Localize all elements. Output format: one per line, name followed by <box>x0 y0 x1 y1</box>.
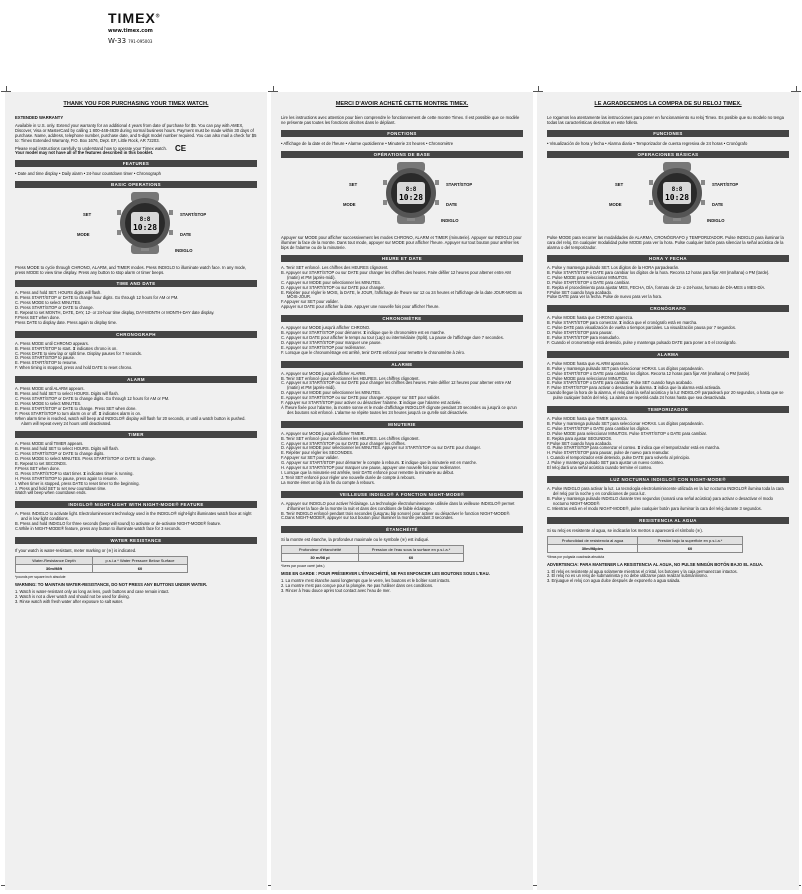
list-item: C. Pulse MODE para seleccionar MINUTOS. <box>547 274 629 280</box>
list-item: F.Press SET when done. <box>15 314 60 320</box>
list-item: D. Press MODE to select MINUTES. Press START/STOP or DATE to change. <box>15 456 156 462</box>
list-item: A. Appuyer sur MODE jusqu'à afficher ALARM. <box>281 370 366 376</box>
list-item: When alarm time is reached, watch will beep and INDIGLO® display will flash for 20 seconds, or until a watch button is pushed. Alarm will repeat every 24 hours until deactivated. <box>15 415 246 426</box>
table-header: p.s.i.a * Water Pressure Below Surface <box>93 557 188 565</box>
list-item: C. Press START/STOP or DATE to change digits. <box>15 451 105 457</box>
list-item: F.Appuyer sur SET pour valider. <box>281 299 339 305</box>
display-bottom: 10:28 <box>664 193 690 202</box>
list-item: B. Pulse y mantenga pulsado SET para seleccionar HORAS. Los dígitos parpadearán. <box>547 420 704 426</box>
intro-text: Lire les instructions avec attention pour bien comprendre le fonctionnement de cette montre Timex. Il est possible que ce modèle ne présente pas toutes les fonctions décrites dans le dépliant. <box>281 115 520 125</box>
warranty-text: Available in U.S. only. Extend your warranty for an additional 4 years from date of purchase for $5. You can pay with AMEX, Discover, Visa or MasterCard by calling 1 800-448-4639 during normal business hours. Payment must be made within 30 days of purchase. Name, address, telephone number, purchase date, and 5-digit model number required. You can also mail a check for $5 to: Timex Extended Warranty, P.O. Box 1676, Dept. EF, Little Rock, AR 72203. <box>15 123 257 143</box>
list-item: D. Appuyer sur MODE pour sélectionner les MINUTES. Appuyer sur START/STOP ou sur DATE pour changer. <box>281 445 481 451</box>
list-item: B. Press and hold INDIGLO for three seconds (beep will sound) to activate or de-activate NIGHT-MODE® feature. <box>15 521 222 527</box>
display-top: 8:8 <box>139 216 151 224</box>
list-item: D. Appuyer sur MODE pour sélectionner les MINUTES. <box>281 390 382 396</box>
section-heading: TEMPORIZADOR <box>547 406 789 413</box>
list-item: D. Pulse MODE para seleccionar MINUTOS. Pulse START/STOP o DATE para cambiar. <box>547 430 707 436</box>
water-intro: Si su reloj es resistente al agua, se indicarán los metros o aparecerá el símbolo (≋). <box>547 527 703 533</box>
chrono-list <box>281 326 523 355</box>
list-item: G. Pulse START/STOP para comenzar el conteo. ⧗ indica que el temporizador está en marcha. <box>547 445 720 451</box>
table-header: Pression de l'eau sous la surface en p.s.i.a.* <box>359 546 464 554</box>
spanish-column <box>537 92 799 890</box>
display-bottom: 10:28 <box>132 223 158 233</box>
list-item: E. Press START/STOP or DATE to change. Press SET when done. <box>15 405 137 411</box>
intro-text: Le rogamos lea atentamente las instrucciones para poner en funcionamiento su reloj Timex. Es posible que su modelo no tenga todas las características descritas en este folleto. <box>547 115 784 125</box>
section-heading: RESISTENCIA AL AGUA <box>547 517 789 524</box>
list-item: F. Cuando el cronometraje está detenido, pulse y mantenga pulsado DATE para poner a 0 el cronógrafo. <box>547 339 737 345</box>
start-stop-label: START/STOP <box>180 212 207 218</box>
features-text: • Visualización de hora y fecha • Alarma diaria • Temporizador de cuenta regresiva de 24 horas • Cronógrafo <box>547 141 748 146</box>
display-bottom: 10:28 <box>398 193 424 202</box>
list-item: A. Appuyer sur INDIGLO pour activer l'éclairage. La technologie électroluminescente utilisée dans la veilleuse INDIGLO® permet d'illuminer la face de la montre la nuit et dans des conditions de faible éclairage. <box>281 500 515 511</box>
alarm-list <box>15 387 257 426</box>
list-item: C. Appuyer sur DATE pour afficher le temps au tour (Lap) ou intermédiaire (Split). La pause de l'affichage dure 7 secondes. <box>281 334 504 340</box>
basic-text: Press MODE to cycle through CHRONO, ALARM, and TIMER modes. Press INDIGLO to illuminate watch face. In any mode, press MODE to view time display. Press any button to stop alarm or timer beeps. <box>15 265 247 276</box>
page-title: MERCI D'AVOIR ACHETÉ CETTE MONTRE TIMEX. <box>335 101 469 107</box>
water-note: *libras por pulgada cuadrada absoluta <box>547 554 605 559</box>
list-item: E. Appuyer sur START/STOP ou sur DATE pour changer. Appuyer sur SET pour valider. <box>281 395 441 401</box>
list-item: E. Repeat to set SECONDS. <box>15 461 67 467</box>
list-item: H. Pulse START/STOP para pausar, pulse de nuevo para reanudar. <box>547 450 670 456</box>
section-heading: ALARMA <box>547 351 789 358</box>
section-heading: LUZ NOCTURNA INDIGLO® CON NIGHT-MODE® <box>547 476 789 483</box>
list-item: C. Appuyer sur START/STOP ou sur DATE pour changer les chiffres des heures. Faire défiler 12 heures pour alterner entre AM (matin) et PM (après-midi). <box>281 380 512 391</box>
list-item: D. Pulse MODE para seleccionar MINUTOS. <box>547 375 629 381</box>
list-item: A. Pulse y mantenga pulsado SET. Los dígitos de la HORA parpadearán. <box>547 265 680 270</box>
list-item: 2. Watch is not a diver watch and should not be used for diving. <box>15 593 130 599</box>
list-item: F.Pulse SET cuando haya acabado. <box>547 289 613 295</box>
list-item: C. Mientras está en el modo NIGHT-MODE®, pulse cualquier botón para iluminar la cara del reloj durante 3 segundos. <box>547 505 762 511</box>
list-item: B. Tenir SET enfoncé pour sélectionner les HEURES. Les chiffres clignotent. <box>281 435 420 441</box>
list-item: A. Pulse INDIGLO para activar la luz. La tecnología electroluminiscente utilizada en la luz nocturna INDIGLO® ilumina toda la cara del reloj por la noche y en condiciones de poca luz. <box>547 486 784 496</box>
list-item: C. Pulse START/STOP o DATE para cambiar los dígitos. <box>547 425 650 431</box>
watch-icon <box>115 192 175 254</box>
list-item: A. Pulse MODE hasta que ALARM aparezca. <box>547 360 629 366</box>
water-list <box>15 590 257 605</box>
table-header: Water-Resistance Depth <box>16 557 93 565</box>
list-item: D. Appuyer sur START/STOP pour marquer une pause. <box>281 339 382 345</box>
section-heading: OPÉRATIONS DE BASE <box>281 151 523 158</box>
list-item: A. Press MODE until ALARM appears. <box>15 386 85 392</box>
list-item: J. Tenir SET enfoncé pour régler une nouvelle durée de compte à rebours. <box>281 474 416 480</box>
timer-list <box>281 432 523 486</box>
indiglo-label: INDIGLO <box>707 218 725 223</box>
list-item: E. Press START/STOP to resume. <box>15 360 78 366</box>
list-item: 1. Watch is water-resistant only as long as lens, push buttons and case remain intact. <box>15 589 170 595</box>
list-item: Appuyer sur DATE pour afficher la date. Appuyer une nouvelle fois pour afficher l'heure. <box>281 304 440 310</box>
list-item: J. Pulse y mantenga pulsado SET para ajustar un nuevo conteo. <box>547 460 664 466</box>
french-column <box>271 92 533 890</box>
water-table <box>281 545 464 562</box>
alarm-list <box>547 362 789 401</box>
section-heading: FUNCIONES <box>547 130 789 137</box>
table-cell: 30m/98ft <box>16 565 93 573</box>
water-intro: Si la montre est étanche, la profondeur maximale ou le symbole (≋) est indiqué. <box>281 537 430 543</box>
list-item: C.Dans NIGHT-MODE®, appuyer sur tout bouton pour illuminer la montre pendant 3 secondes. <box>281 515 454 521</box>
indiglo-label: INDIGLO <box>175 248 193 254</box>
list-item: 1. La montre n'est étanche aussi longtemps que le verre, les boutons et le boîtier sont intacts. <box>281 578 451 584</box>
list-item: B. Pulse START/STOP para comenzar. ⧗ indica que el cronógrafo está en marcha. <box>547 320 698 326</box>
list-item: Watch will beep when countdown ends. <box>15 490 87 496</box>
table-cell: 60 <box>638 544 743 552</box>
section-heading: BASIC OPERATIONS <box>15 181 257 188</box>
list-item: C. Appuyer sur MODE pour sélectionner les MINUTES. <box>281 279 382 285</box>
list-item: F. When timing is stopped, press and hold DATE to reset chrono. <box>15 365 133 371</box>
start-stop-label: START/STOP <box>712 182 739 187</box>
list-item: I. Lorsque que la minuterie est arrêtée, tenir DATE enfoncé pour remettre la minuterie au début. <box>281 470 455 475</box>
section-heading: TIMER <box>15 431 257 438</box>
list-item: E. Appuyer sur START/STOP pour redémarrer. <box>281 344 366 350</box>
list-item: F. Press START/STOP to turn alarm on or off. ⧗ indicates alarm is on. <box>15 410 142 416</box>
instructions-text: Please read instructions carefully to understand how to operate your Timex watch. CE <box>15 144 187 154</box>
section-heading: ALARM <box>15 376 257 383</box>
list-item: C. Press MODE to select MINUTES. <box>15 300 82 306</box>
list-item: F.Appuyer sur SET pour valider. <box>281 455 339 461</box>
list-item: Pulse DATE para ver la fecha. Pulse de nuevo para ver la hora. <box>547 294 663 300</box>
list-item: E. Repita para ajustar SEGUNDOS. <box>547 435 613 441</box>
list-item: A. Pulse MODE hasta que TIMER aparezca. <box>547 416 628 422</box>
features-text: • Affichage de la date et de l'heure • Alarme quotidienne • Minuterie 24 heures • Chronomètre <box>281 141 454 146</box>
section-heading: EXTENDED WARRANTY <box>15 115 64 120</box>
chrono-list <box>15 342 257 371</box>
table-cell: 30m/98pies <box>548 544 638 552</box>
display-top: 8:8 <box>405 186 417 193</box>
list-item: J. Press and hold SET to set new countdown time. <box>15 485 107 491</box>
list-item: B. Press and hold SET to select HOURS. Digits will flash. <box>15 391 119 397</box>
list-item: 1. El reloj es resistente al agua solamente mientras el cristal, los botones y la caja permanezcan intactos. <box>547 568 738 574</box>
table-header: Profundidad de resistencia al agua <box>548 536 638 544</box>
list-item: F.Pulse SET cuando haya acabado. <box>547 440 613 446</box>
water-table <box>547 536 743 553</box>
list-item: 2. El reloj no es un reloj de submarinista y no debe utilizarse para realizar submarinismo. <box>547 573 708 579</box>
mode-label: MODE <box>343 202 356 207</box>
section-heading: INDIGLO® NIGHT-LIGHT WITH NIGHT-MODE® FEATURE <box>15 501 257 508</box>
section-heading: VEILLEUSE INDIGLO® À FONCTION NIGHT-MODE® <box>281 491 523 498</box>
list-item: E. Repita el procedimiento para ajustar MES, FECHA, DÍA, formato de 12- o 24-horas, formato de DÍA-MES o MES-DÍA. <box>547 284 766 290</box>
watch-icon <box>381 162 441 224</box>
list-item: B. Pulse y mantenga pulsado SET para seleccionar HORAS. Los dígitos parpadearán. <box>547 365 704 371</box>
list-item: B. Pulse START/STOP o DATE para cambiar los dígitos de la hora. Recorra 12 horas para fijar AM (mañana) o PM (tarde). <box>547 269 770 275</box>
list-item: La montre émet un bip à la fin du compte à rebours. <box>281 479 375 485</box>
set-label: SET <box>615 182 624 187</box>
list-item: Cuando llegue la hora de la alarma, el reloj dará la señal acústica y la luz INDIGLO® parpadeará por 20 segundos, o hasta que se pulse cualquier botón del reloj. La alarma se repetirá cada 24 horas hasta que sea desactivada. <box>547 390 784 401</box>
set-label: SET <box>83 212 92 218</box>
list-item: B. Appuyer sur START/STOP pour démarrer. ⧗ indique que le chronomètre est en marche. <box>281 330 446 336</box>
list-item: D. Press START/STOP to pause. <box>15 355 75 361</box>
list-item: B. Press START/STOP to start. ⧗ indicates chrono is on. <box>15 345 118 351</box>
model-number: W-33 791-095003 <box>108 37 153 45</box>
list-item: 3. Rinse watch with fresh water after exposure to salt water. <box>15 598 124 604</box>
section-heading: CHRONOMÈTRE <box>281 315 523 322</box>
list-item: E. Répéter pour régler le MOIS, la DATE, le JOUR, l'affichage de l'heure sur 12 ou 24 heures et l'affichage de la date JOUR-MOIS ou MOIS-JOUR. <box>281 289 523 300</box>
section-heading: TIME AND DATE <box>15 280 257 287</box>
date-label: DATE <box>180 232 192 238</box>
list-item: D. Press START/STOP or DATE to change. <box>15 305 94 311</box>
list-item: G. Appuyer sur START/STOP pour démarrer le compte à rebours. ⧗ indique que la minuterie est en marche. <box>281 460 477 466</box>
table-cell: 60 <box>93 565 188 573</box>
indiglo-list <box>281 502 523 522</box>
list-item: C.While in NIGHT-MODE® feature, press any button to illuminate watch face for 3 seconds. <box>15 526 181 532</box>
list-item: D. Pulse START/STOP para pausar. <box>547 330 613 336</box>
list-item: G. Press START/STOP to start timer. ⧗ indicates timer is running. <box>15 470 134 476</box>
alarm-list <box>281 372 523 416</box>
warning-text: MISE EN GARDE : POUR PRÉSERVER L'ÉTANCHÉITÉ, NE PAS ENFONCER LES BOUTONS SOUS L'EAU. <box>281 571 490 577</box>
water-table <box>15 556 188 573</box>
water-note: *pounds per square inch absolute <box>15 575 66 580</box>
list-item: B. Tenir INDIGLO enfoncé pendant trois secondes (jusqu'au bip sonore) pour activer ou désactiver le fonction NIGHT-MODE®. <box>281 510 511 516</box>
basic-text: Appuyer sur MODE pour afficher successivement les modes CHRONO, ALARM et TIMER (minuterie). Appuyer sur INDIGLO pour illuminer la face de la montre. Dans tout mode, appuyer sur MODE pour afficher l'heure. Appuyer sur tout bouton pour arrêter les bips de l'alarme ou de la minuterie. <box>281 235 522 250</box>
list-item: A. Press INDIGLO to activate light. Electroluminescent technology used in the INDIGLO® night-light illuminates watch face at night and in low light conditions. <box>15 511 252 522</box>
english-column <box>5 92 267 890</box>
watch-diagram <box>281 162 523 232</box>
watch-diagram <box>15 192 257 262</box>
list-item: F. Pulse START/STOP para activar o desactivar la alarma. ⧗ indica que la alarma está activada. <box>547 385 721 391</box>
list-item: F. Lorsque que le chronomètrage est arrêté, tenir DATE enfoncé pour remettre le chronomètre à zéro. <box>281 349 466 355</box>
time-list <box>281 266 523 310</box>
page-title: THANK YOU FOR PURCHASING YOUR TIMEX WATCH. <box>63 101 209 107</box>
section-heading: HORA Y FECHA <box>547 255 789 262</box>
section-heading: ÉTANCHÉITÉ <box>281 526 523 533</box>
water-list <box>547 570 789 585</box>
mode-label: MODE <box>77 232 90 238</box>
website-url: www.timex.com <box>108 28 153 34</box>
set-label: SET <box>349 182 358 187</box>
list-item: 3. Enjuague el reloj con agua dulce después de exponerlo a agua salada. <box>547 578 681 584</box>
section-heading: OPERACIONES BÁSICAS <box>547 151 789 158</box>
list-item: C. Press START/STOP or DATE to change digits. Go through 12 hours for AM or PM. <box>15 395 170 401</box>
list-item: A. Press MODE until CHRONO appears. <box>15 340 89 346</box>
chrono-list <box>547 316 789 345</box>
list-item: Press DATE to display date. Press again to display time. <box>15 319 118 325</box>
list-item: D. Press MODE to select MINUTES. <box>15 400 82 406</box>
indiglo-list <box>547 487 789 512</box>
ce-mark-icon: CE <box>175 144 187 154</box>
list-item: B. Tenir SET enfoncé pour sélectionner les HEURES. Les chiffres clignotent. <box>281 375 420 381</box>
watch-icon <box>647 162 707 224</box>
list-item: A. Pulse MODE hasta que CHRONO aparezca. <box>547 315 634 321</box>
section-heading: FONCTIONS <box>281 130 523 137</box>
header <box>0 0 802 92</box>
table-header: Presión bajo la superficie en p.s.i.a.* <box>638 536 743 544</box>
list-item: C. Appuyer sur START/STOP ou sur DATE pour changer les chiffres. <box>281 440 406 446</box>
mode-label: MODE <box>609 202 622 207</box>
start-stop-label: START/STOP <box>446 182 473 187</box>
water-list <box>281 579 523 594</box>
list-item: E. Pulse START/STOP para reanudarlo. <box>547 334 620 340</box>
list-item: B. Press START/STOP or DATE to change hour digits. Go through 12 hours for AM or PM. <box>15 295 179 301</box>
list-item: D. Appuyer sur START/STOP ou sur DATE pour changer. <box>281 284 385 290</box>
time-list <box>547 266 789 300</box>
list-item: E. Répéter pour régler les SECONDES. <box>281 450 354 456</box>
list-item: I. Cuando el temporizador esté detenido, pulse DATE para volverlo al principio. <box>547 455 691 461</box>
features-text: • Date and time display • Daily alarm • 24-hour countdown timer • Chronograph <box>15 171 161 177</box>
part-number: 791-095003 <box>128 39 153 44</box>
indiglo-list <box>15 512 257 532</box>
list-item: E. Repeat to set MONTH, DATE, DAY, 12- or 24-hour time display, DAY-MONTH or MONTH-DAY date display. <box>15 310 215 316</box>
list-item: A. Press MODE until TIMER appears. <box>15 441 84 447</box>
list-item: B. Press and hold SET to select HOURS. Digits will flash. <box>15 446 119 452</box>
indiglo-label: INDIGLO <box>441 218 459 223</box>
timer-list <box>15 442 257 496</box>
section-heading: ALARME <box>281 361 523 368</box>
page-title: LE AGRADECEMOS LA COMPRA DE SU RELOJ TIMEX. <box>594 101 742 107</box>
list-item: 3. Rincer à l'eau douce après tout contact avec l'eau de mer. <box>281 588 391 594</box>
list-item: A. Appuyer sur MODE jusqu'à afficher CHRONO. <box>281 325 371 331</box>
water-intro: If your watch is water-resistant, meter marking or (≋) is indicated. <box>15 548 137 554</box>
watch-diagram <box>547 162 789 232</box>
section-heading: FEATURES <box>15 160 257 167</box>
section-heading: WATER RESISTANCE <box>15 537 257 544</box>
list-item: B. Appuyer sur START/STOP ou sur DATE pour changer les chiffres des heures. Faire défiler 12 heures pour alterner entre AM (matin) et PM (après-midi). <box>281 269 511 280</box>
section-heading: HEURE ET DATE <box>281 255 523 262</box>
timex-logo: TIMEX® <box>108 10 161 26</box>
section-heading: MINUTERIE <box>281 421 523 428</box>
list-item: A. Appuyer sur MODE jusqu'à afficher TIMER. <box>281 430 365 436</box>
table-cell: 30 m/98 pi <box>282 554 359 562</box>
model-note: Your model may not have all of the features described in this booklet. <box>15 150 154 156</box>
list-item: A. Tenir SET enfoncé. Les chiffres des HEURES clignotent. <box>281 265 389 270</box>
list-item: 2. La montre n'est pas conçue pour la plongée. Ne pas l'utiliser dans ces conditions. <box>281 583 434 589</box>
list-item: À l'heure fixée pour l'alarme, la montre sonne et le mode d'affichage INDIGLO® clignote pendant 20 secondes ou jusqu'à ce qu'un des boutons soit enfoncé. L'alarme se répète toutes les 24 heures jusqu'à ce qu'elle soit désactivée. <box>281 404 517 415</box>
warning-text: WARNING: TO MAINTAIN WATER-RESISTANCE, DO NOT PRESS ANY BUTTONS UNDER WATER. <box>15 582 208 588</box>
list-item: A. Press and hold SET. HOURS digits will flash. <box>15 290 102 296</box>
list-item: B. Pulse y mantenga pulsado INDIGLO durante tres segundos (sonará una señal acústica) para activar o desactivar el modo nocturno NIGHT-MODE®. <box>547 495 773 506</box>
section-heading: CRONÓGRAFO <box>547 305 789 312</box>
basic-text: Pulse MODE para recorrer las modalidades de ALARMA, CRONÓGRAFO y TEMPORIZADOR. Pulse INDIGLO para iluminar la cara del reloj. En cualquier modalidad pulse MODE para ver la hora. Pulse cualquier botón para silenciar la señal acústica de la alarma o del temporizador. <box>547 235 784 250</box>
list-item: F.Press SET when done. <box>15 465 60 471</box>
list-item: C. Pulse DATE para visualización de vuelta o tiempos parciales. La visualización pausa por 7 segundos. <box>547 325 737 331</box>
list-item: F. Appuyer sur START/STOP pour activer ou désactiver l'alarme. ⧗ indique que l'alarme est activée. <box>281 400 462 406</box>
water-note: *livres par pouce carré (abs.) <box>281 564 325 569</box>
list-item: H. Appuyer sur START/STOP pour marquer une pause, appuyer une nouvelle fois pour redémarrer. <box>281 465 461 471</box>
date-label: DATE <box>446 202 458 207</box>
section-heading: CHRONOGRAPH <box>15 331 257 338</box>
list-item: I. When timer is stopped, press DATE to reset timer to the beginning. <box>15 480 140 486</box>
table-cell: 60 <box>359 554 464 562</box>
date-label: DATE <box>712 202 724 207</box>
list-item: C. Press DATE to view lap or split time. Display pauses for 7 seconds. <box>15 350 142 356</box>
list-item: E. Pulse START/STOP o DATE para cambiar. Pulse SET cuando haya acabado. <box>547 380 693 386</box>
timer-list <box>547 417 789 471</box>
table-header: Profondeur d'étanchéité <box>282 546 359 554</box>
warning-text: ADVERTENCIA: PARA MANTENER LA RESISTENCIA AL AGUA, NO PULSE NINGÚN BOTÓN BAJO EL AGUA. <box>547 561 764 567</box>
list-item: C. Pulse START/STOP o DATE para cambiar los dígitos. Recorra 12 horas para fijar AM (mañana) o PM (tarde). <box>547 370 751 376</box>
time-list <box>15 291 257 325</box>
list-item: D. Pulse START/STOP o DATE para cambiar. <box>547 279 630 285</box>
display-top: 8:8 <box>671 186 683 193</box>
list-item: H. Press START/STOP to pause, press again to resume. <box>15 475 118 481</box>
list-item: El reloj dará una señal acústica cuando termine el conteo. <box>547 465 653 471</box>
